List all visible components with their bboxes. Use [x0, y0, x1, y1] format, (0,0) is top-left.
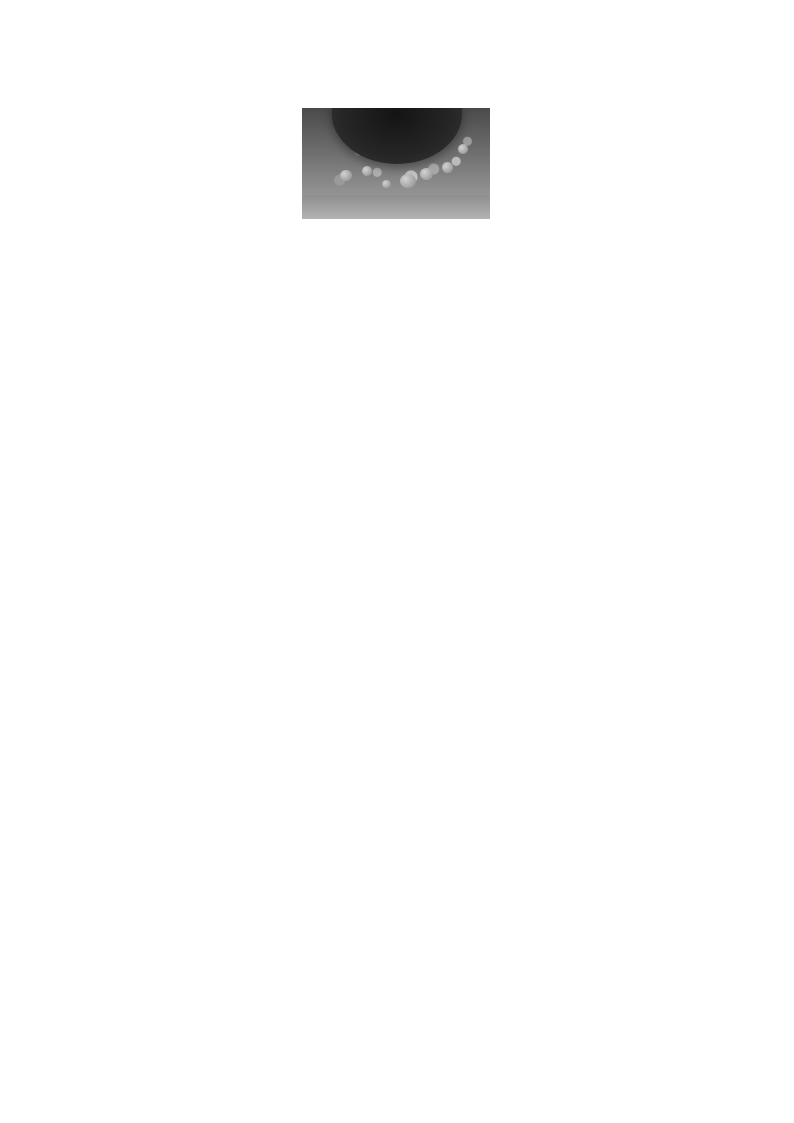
- analysis-label: [119, 604, 679, 635]
- question-4-option-c[interactable]: [119, 384, 399, 415]
- question-4-option-d[interactable]: [399, 384, 679, 415]
- question-5-option-c[interactable]: [119, 510, 679, 541]
- question-3-detail-label: [119, 635, 679, 666]
- document-content: [119, 100, 679, 666]
- cliff-base: [302, 195, 490, 219]
- question-3-options-row-1: [119, 259, 679, 290]
- question-5-option-d[interactable]: [119, 541, 679, 572]
- question-4-options-row-2: [119, 384, 679, 415]
- question-4-option-b[interactable]: [399, 353, 679, 384]
- question-3-stem: [119, 228, 679, 259]
- answer-line: [119, 572, 679, 603]
- question-3-option-c[interactable]: [119, 291, 399, 322]
- question-4-options-row-1: [119, 353, 679, 384]
- question-5-option-b[interactable]: [119, 478, 679, 509]
- cliff-hollow: [332, 108, 462, 164]
- question-5-stem: [119, 416, 679, 447]
- question-3-option-a[interactable]: [119, 259, 399, 290]
- question-3-option-d[interactable]: [399, 291, 679, 322]
- question-5-option-a[interactable]: [119, 447, 679, 478]
- question-4-stem: [119, 322, 679, 353]
- stone-egg-cliff-photo: [302, 108, 490, 219]
- question-3-options-row-2: [119, 291, 679, 322]
- question-4-option-a[interactable]: [119, 353, 399, 384]
- question-3-option-b[interactable]: [399, 259, 679, 290]
